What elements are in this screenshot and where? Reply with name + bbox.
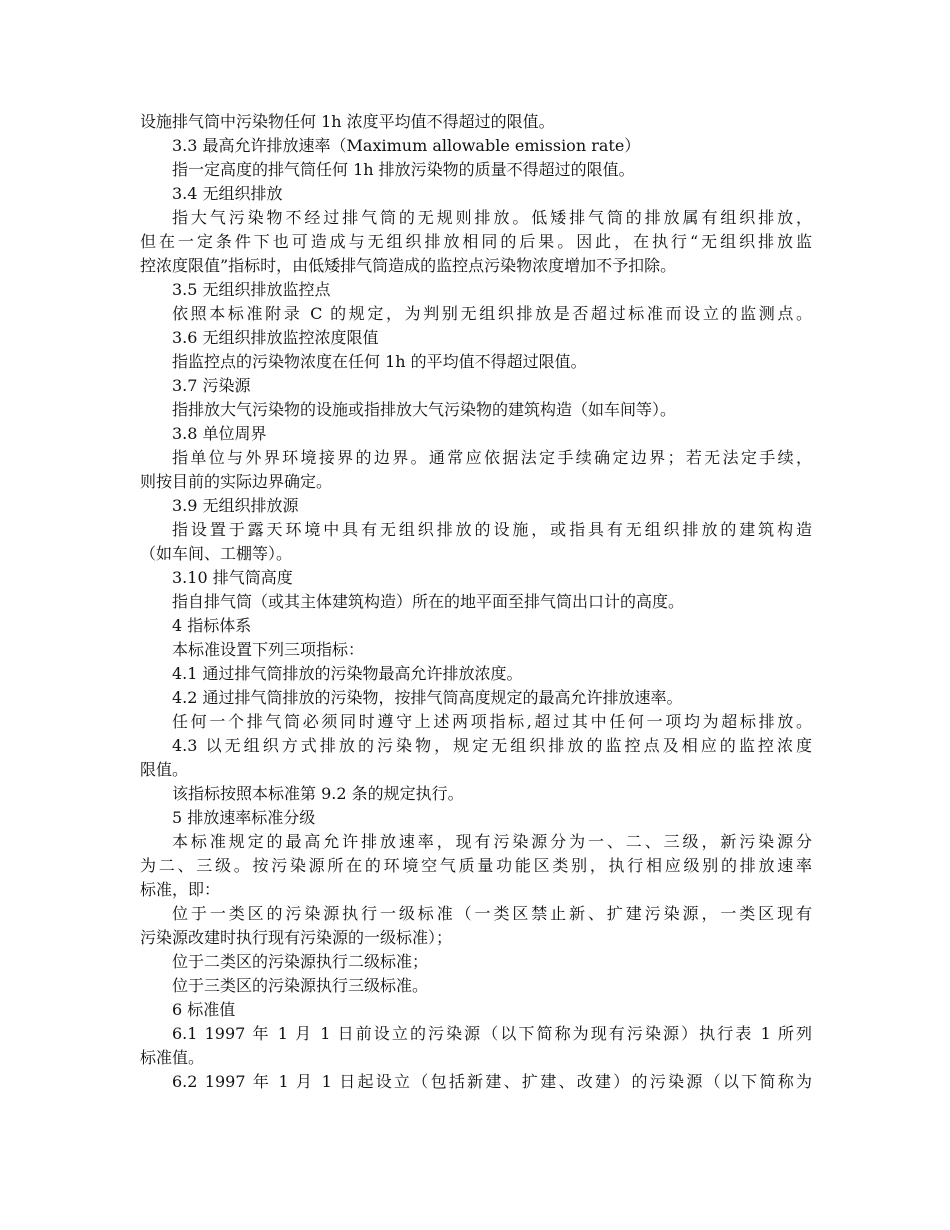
text-line: 4.3 以无组织方式排放的污染物，规定无组织排放的监控点及相应的监控浓度 xyxy=(172,736,812,755)
text-line: 指一定高度的排气筒任何 1h 排放污染物的质量不得超过的限值。 xyxy=(172,160,635,179)
text-line: 控浓度限值”指标时，由低矮排气筒造成的监控点污染物浓度增加不予扣除。 xyxy=(140,256,677,275)
text-line: 位于二类区的污染源执行二级标准； xyxy=(172,952,429,971)
text-line: 指排放大气污染物的设施或指排放大气污染物的建筑构造（如车间等）。 xyxy=(172,400,677,419)
text-line: （如车间、工棚等）。 xyxy=(140,544,293,563)
text-line: 3.10 排气筒高度 xyxy=(172,568,293,587)
text-line: 3.3 最高允许排放速率（Maximum allowable emission rate） xyxy=(172,136,641,155)
text-line: 任何一个排气筒必须同时遵守上述两项指标,超过其中任何一项均为超标排放。 xyxy=(172,712,812,731)
text-line: 5 排放速率标准分级 xyxy=(172,808,316,827)
text-line: 4.2 通过排气筒排放的污染物，按排气筒高度规定的最高允许排放速率。 xyxy=(172,688,683,707)
text-line: 6 标准值 xyxy=(172,1000,236,1019)
text-line: 3.6 无组织排放监控浓度限值 xyxy=(172,328,379,347)
text-line: 为二、三级。按污染源所在的环境空气质量功能区类别，执行相应级别的排放速率 xyxy=(140,856,812,875)
text-line: 3.8 单位周界 xyxy=(172,424,267,443)
text-line: 标准值。 xyxy=(140,1048,205,1067)
text-line: 3.7 污染源 xyxy=(172,376,251,395)
text-line: 6.2 1997 年 1 月 1 日起设立（包括新建、扩建、改建）的污染源（以下简称为 xyxy=(172,1072,812,1091)
text-line: 指监控点的污染物浓度在任何 1h 的平均值不得超过限值。 xyxy=(172,352,587,371)
text-line: 4.1 通过排气筒排放的污染物最高允许排放浓度。 xyxy=(172,664,523,683)
text-line: 指设置于露天环境中具有无组织排放的设施，或指具有无组织排放的建筑构造 xyxy=(172,520,812,539)
text-line: 3.5 无组织排放监控点 xyxy=(172,280,331,299)
text-line: 位于三类区的污染源执行三级标准。 xyxy=(172,976,429,995)
text-line: 指大气污染物不经过排气筒的无规则排放。低矮排气筒的排放属有组织排放， xyxy=(172,208,812,227)
text-line: 4 指标体系 xyxy=(172,616,252,635)
text-line: 指单位与外界环境接界的边界。通常应依据法定手续确定边界；若无法定手续， xyxy=(172,448,812,467)
text-line: 6.1 1997 年 1 月 1 日前设立的污染源（以下简称为现有污染源）执行表 1 所列 xyxy=(172,1024,812,1043)
text-line: 标准，即： xyxy=(140,880,221,899)
text-line: 限值。 xyxy=(140,760,189,779)
text-line: 但在一定条件下也可造成与无组织排放相同的后果。因此，在执行“无组织排放监 xyxy=(140,232,812,251)
text-line: 3.9 无组织排放源 xyxy=(172,496,299,515)
text-line: 指自排气筒（或其主体建筑构造）所在的地平面至排气筒出口计的高度。 xyxy=(172,592,685,611)
text-line: 该指标按照本标准第 9.2 条的规定执行。 xyxy=(172,784,464,803)
text-line: 设施排气筒中污染物任何 1h 浓度平均值不得超过的限值。 xyxy=(140,112,555,131)
document-page xyxy=(140,110,812,1094)
text-line: 位于一类区的污染源执行一级标准（一类区禁止新、扩建污染源，一类区现有 xyxy=(172,904,812,923)
text-line: 污染源改建时执行现有污染源的一级标准）； xyxy=(140,928,453,947)
text-line: 本标准规定的最高允许排放速率，现有污染源分为一、二、三级，新污染源分 xyxy=(172,832,812,851)
text-line: 则按目前的实际边界确定。 xyxy=(140,472,333,491)
text-line: 依照本标准附录 C 的规定，为判别无组织排放是否超过标准而设立的监测点。 xyxy=(172,304,812,323)
text-line: 本标准设置下列三项指标： xyxy=(172,640,365,659)
text-line: 3.4 无组织排放 xyxy=(172,184,283,203)
